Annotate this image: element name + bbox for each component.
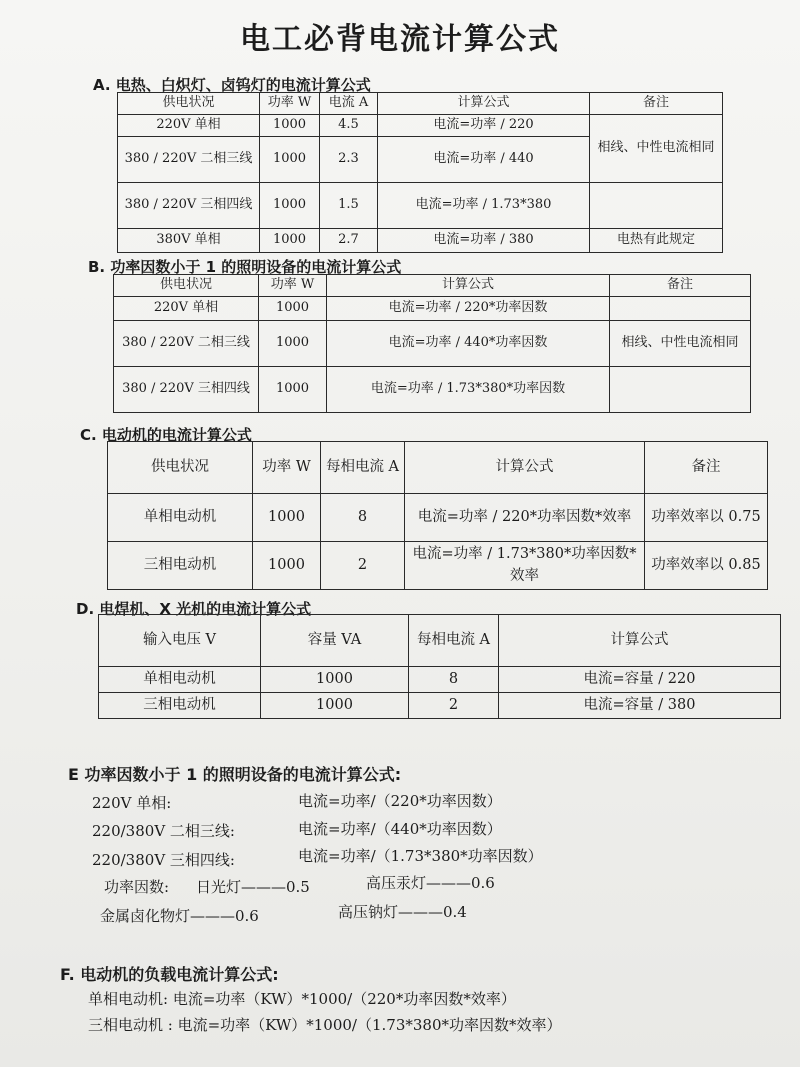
formula-cell: 电流=功率 / 440*功率因数 [327,321,610,367]
header-cell: 备注 [610,275,751,297]
power-factor-item: 高压汞灯———0.6 [366,874,495,892]
header-cell: 供电状况 [108,442,253,494]
header-cell: 计算公式 [499,615,781,667]
table-row [118,229,723,253]
power-cell: 1000 [259,297,327,321]
table-row [114,321,751,367]
table-row [114,297,751,321]
power-factor-label: 功率因数: [104,878,170,896]
header-cell: 计算公式 [405,442,645,494]
section-e-label: 220V 单相: [92,794,172,812]
section-e-heading: E 功率因数小于 1 的照明设备的电流计算公式: [68,765,402,784]
supply-cell: 380 / 220V 三相四线 [114,367,259,413]
supply-cell: 380 / 220V 二相三线 [118,137,260,183]
note-cell-empty [610,367,751,413]
table-row [118,183,723,229]
power-cell: 1000 [260,115,320,137]
voltage-cell: 三相电动机 [99,693,261,719]
note-cell: 相线、中性电流相同 [590,115,723,183]
current-cell: 2 [409,693,499,719]
capacity-cell: 1000 [261,693,409,719]
note-cell-empty [610,297,751,321]
supply-cell: 单相电动机 [108,494,253,542]
supply-cell: 220V 单相 [118,115,260,137]
current-cell: 8 [409,667,499,693]
header-cell: 每相电流 A [409,615,499,667]
power-factor-item: 高压钠灯———0.4 [338,903,467,921]
section-e-label: 220/380V 二相三线: [92,822,235,840]
header-cell: 功率 W [260,93,320,115]
formula-cell: 电流=功率 / 1.73*380*功率因数 [327,367,610,413]
section-f-line: 三相电动机 : 电流=功率（KW）*1000/（1.73*380*功率因数*效率） [88,1016,562,1034]
supply-cell: 380 / 220V 二相三线 [114,321,259,367]
note-cell-empty [590,183,723,229]
header-cell: 计算公式 [378,93,590,115]
power-cell: 1000 [259,367,327,413]
section-e-label: 220/380V 三相四线: [92,851,235,869]
header-cell: 备注 [590,93,723,115]
supply-cell: 220V 单相 [114,297,259,321]
capacity-cell: 1000 [261,667,409,693]
formula-cell: 电流=功率 / 1.73*380*功率因数*效率 [405,542,645,590]
header-cell: 功率 W [253,442,321,494]
table-row [118,115,723,137]
current-cell: 2.7 [320,229,378,253]
supply-cell: 380V 单相 [118,229,260,253]
section-b-heading: B. 功率因数小于 1 的照明设备的电流计算公式 [88,258,402,276]
table-row [99,667,781,693]
power-factor-item: 日光灯———0.5 [196,878,310,896]
current-cell: 2.3 [320,137,378,183]
section-c-table [107,441,768,590]
power-cell: 1000 [253,542,321,590]
current-cell: 1.5 [320,183,378,229]
section-e-formula: 电流=功率/（220*功率因数） [298,792,502,810]
section-d-heading: D. 电焊机、X 光机的电流计算公式 [76,600,312,618]
section-a-table [117,92,723,253]
page-title: 电工必背电流计算公式 [240,22,560,57]
formula-cell: 电流=功率 / 1.73*380 [378,183,590,229]
section-c-heading: C. 电动机的电流计算公式 [80,426,252,444]
header-cell: 电流 A [320,93,378,115]
section-f-heading: F. 电动机的负载电流计算公式: [60,965,279,984]
power-cell: 1000 [260,183,320,229]
current-cell: 2 [321,542,405,590]
table-row [108,494,768,542]
table-row [99,693,781,719]
header-cell: 功率 W [259,275,327,297]
header-cell: 供电状况 [118,93,260,115]
current-cell: 4.5 [320,115,378,137]
section-e-formula: 电流=功率/（440*功率因数） [298,820,502,838]
table-row [114,367,751,413]
section-e-formula: 电流=功率/（1.73*380*功率因数） [298,847,543,865]
note-cell: 电热有此规定 [590,229,723,253]
section-b-table [113,274,751,413]
section-d-table [98,614,781,719]
note-cell: 功率效率以 0.75 [645,494,768,542]
formula-cell: 电流=容量 / 380 [499,693,781,719]
power-factor-item: 金属卤化物灯———0.6 [100,907,259,925]
supply-cell: 380 / 220V 三相四线 [118,183,260,229]
formula-cell: 电流=功率 / 220*功率因数 [327,297,610,321]
supply-cell: 三相电动机 [108,542,253,590]
header-cell: 每相电流 A [321,442,405,494]
power-cell: 1000 [253,494,321,542]
power-cell: 1000 [259,321,327,367]
formula-cell: 电流=功率 / 220*功率因数*效率 [405,494,645,542]
formula-cell: 电流=功率 / 220 [378,115,590,137]
header-cell: 供电状况 [114,275,259,297]
power-cell: 1000 [260,229,320,253]
formula-cell: 电流=功率 / 380 [378,229,590,253]
note-cell: 相线、中性电流相同 [610,321,751,367]
section-a-heading: A. 电热、白炽灯、卤钨灯的电流计算公式 [93,76,371,94]
section-f-line: 单相电动机: 电流=功率（KW）*1000/（220*功率因数*效率） [88,990,516,1008]
header-cell: 计算公式 [327,275,610,297]
header-cell: 输入电压 V [99,615,261,667]
formula-cell: 电流=功率 / 440 [378,137,590,183]
voltage-cell: 单相电动机 [99,667,261,693]
power-cell: 1000 [260,137,320,183]
header-cell: 容量 VA [261,615,409,667]
current-cell: 8 [321,494,405,542]
formula-cell: 电流=容量 / 220 [499,667,781,693]
table-row [108,542,768,590]
header-cell: 备注 [645,442,768,494]
note-cell: 功率效率以 0.85 [645,542,768,590]
